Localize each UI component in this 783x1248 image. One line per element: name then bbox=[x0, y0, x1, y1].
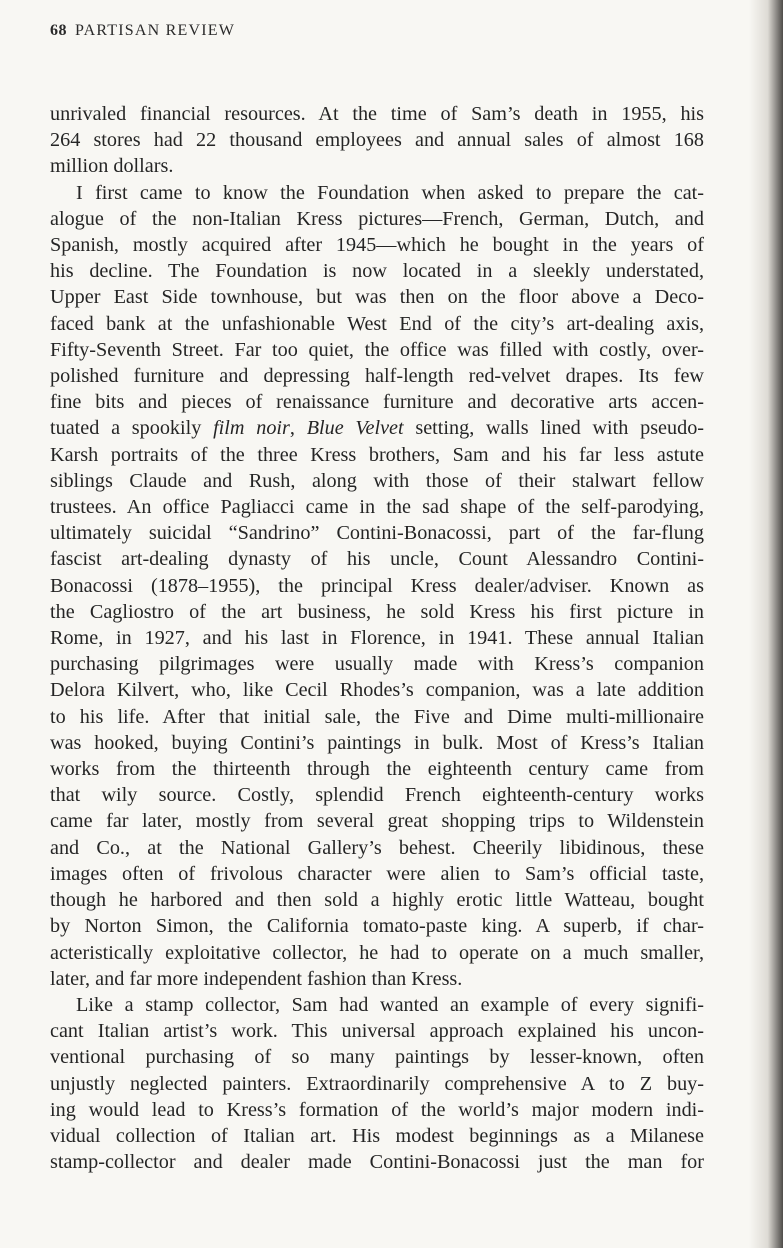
text-line: trustees. An office Pagliacci came in the sad shape of the self-parodying, bbox=[50, 496, 704, 519]
text-line: faced bank at the unfashionable West End of the city’s art-dealing axis, bbox=[50, 312, 704, 335]
text-line: ultimately suicidal “Sandrino” Contini-Bonacossi, part of the far-flung bbox=[50, 522, 704, 545]
text-line: Karsh portraits of the three Kress brothers, Sam and his far less astute bbox=[50, 443, 704, 466]
page-number: 68 bbox=[50, 22, 67, 39]
text-line: acteristically exploitative collector, he had to operate on a much smaller, bbox=[50, 941, 704, 964]
text-line: purchasing pilgrimages were usually made with Kress’s companion bbox=[50, 653, 704, 676]
text-line: to his life. After that initial sale, the Five and Dime multi-millionaire bbox=[50, 705, 704, 728]
text-line: fascist art-dealing dynasty of his uncle, Count Alessandro Contini- bbox=[50, 548, 704, 571]
text-line: and Co., at the National Gallery’s behest. Cheerily libidinous, these bbox=[50, 836, 704, 859]
text-line: stamp-collector and dealer made Contini-Bonacossi just the man for bbox=[50, 1151, 704, 1174]
text-line: Delora Kilvert, who, like Cecil Rhodes’s companion, was a late addition bbox=[50, 679, 704, 702]
text-segment: , bbox=[289, 417, 307, 440]
text-segment: tuated a spookily bbox=[50, 417, 214, 440]
film-title-italic: film noir bbox=[213, 417, 290, 440]
text-line: alogue of the non-Italian Kress pictures—French, German, Dutch, and bbox=[50, 207, 704, 230]
text-line: Upper East Side townhouse, but was then on the floor above a Deco- bbox=[50, 286, 704, 309]
text-line: cant Italian artist’s work. This universal approach explained his uncon- bbox=[50, 1020, 704, 1043]
text-line: I first came to know the Foundation when asked to prepare the cat- bbox=[76, 181, 704, 204]
text-line: Rome, in 1927, and his last in Florence, in 1941. These annual Italian bbox=[50, 627, 704, 650]
text-line: the Cagliostro of the art business, he sold Kress his first picture in bbox=[50, 600, 704, 623]
text-segment: setting, walls lined with pseudo- bbox=[403, 417, 705, 440]
text-line: that wily source. Costly, splendid French eighteenth-century works bbox=[50, 784, 704, 807]
text-line: was hooked, buying Contini’s paintings in bulk. Most of Kress’s Italian bbox=[50, 731, 704, 754]
text-line: Bonacossi (1878–1955), the principal Kress dealer/adviser. Known as bbox=[50, 574, 704, 597]
text-line: million dollars. bbox=[50, 155, 174, 178]
text-line: came far later, mostly from several great shopping trips to Wildenstein bbox=[50, 810, 704, 833]
body-text bbox=[50, 101, 704, 1175]
text-line: Fifty-Seventh Street. Far too quiet, the office was filled with costly, over- bbox=[50, 338, 704, 361]
journal-title: PARTISAN REVIEW bbox=[75, 22, 236, 39]
text-line: later, and far more independent fashion than Kress. bbox=[50, 967, 463, 990]
text-line: Like a stamp collector, Sam had wanted an example of every signifi- bbox=[76, 993, 704, 1016]
text-line: ventional purchasing of so many paintings by lesser-known, often bbox=[50, 1046, 704, 1069]
text-line: polished furniture and depressing half-length red-velvet drapes. Its few bbox=[50, 365, 704, 388]
text-line: though he harbored and then sold a highly erotic little Watteau, bought bbox=[50, 889, 704, 912]
text-line: Spanish, mostly acquired after 1945—which he bought in the years of bbox=[50, 234, 704, 257]
running-head bbox=[50, 22, 235, 40]
text-line: ing would lead to Kress’s formation of the world’s major modern indi- bbox=[50, 1098, 704, 1121]
text-line: fine bits and pieces of renaissance furniture and decorative arts accen- bbox=[50, 391, 704, 414]
text-line: siblings Claude and Rush, along with those of their stalwart fellow bbox=[50, 469, 704, 492]
text-line: images often of frivolous character were alien to Sam’s official taste, bbox=[50, 862, 704, 885]
film-title-italic: Blue Velvet bbox=[306, 417, 404, 440]
text-line: works from the thirteenth through the eighteenth century came from bbox=[50, 758, 704, 781]
text-line: 264 stores had 22 thousand employees and annual sales of almost 168 bbox=[50, 129, 704, 152]
page-edge-shadow bbox=[749, 0, 783, 1248]
text-line-italic-mix bbox=[50, 415, 704, 441]
text-line: his decline. The Foundation is now located in a sleekly understated, bbox=[50, 260, 704, 283]
text-line: unrivaled financial resources. At the time of Sam’s death in 1955, his bbox=[50, 103, 704, 125]
text-line: by Norton Simon, the California tomato-paste king. A superb, if char- bbox=[50, 915, 704, 938]
text-line: unjustly neglected painters. Extraordinarily comprehensive A to Z buy- bbox=[50, 1072, 704, 1095]
text-line: vidual collection of Italian art. His modest beginnings as a Milanese bbox=[50, 1124, 704, 1147]
